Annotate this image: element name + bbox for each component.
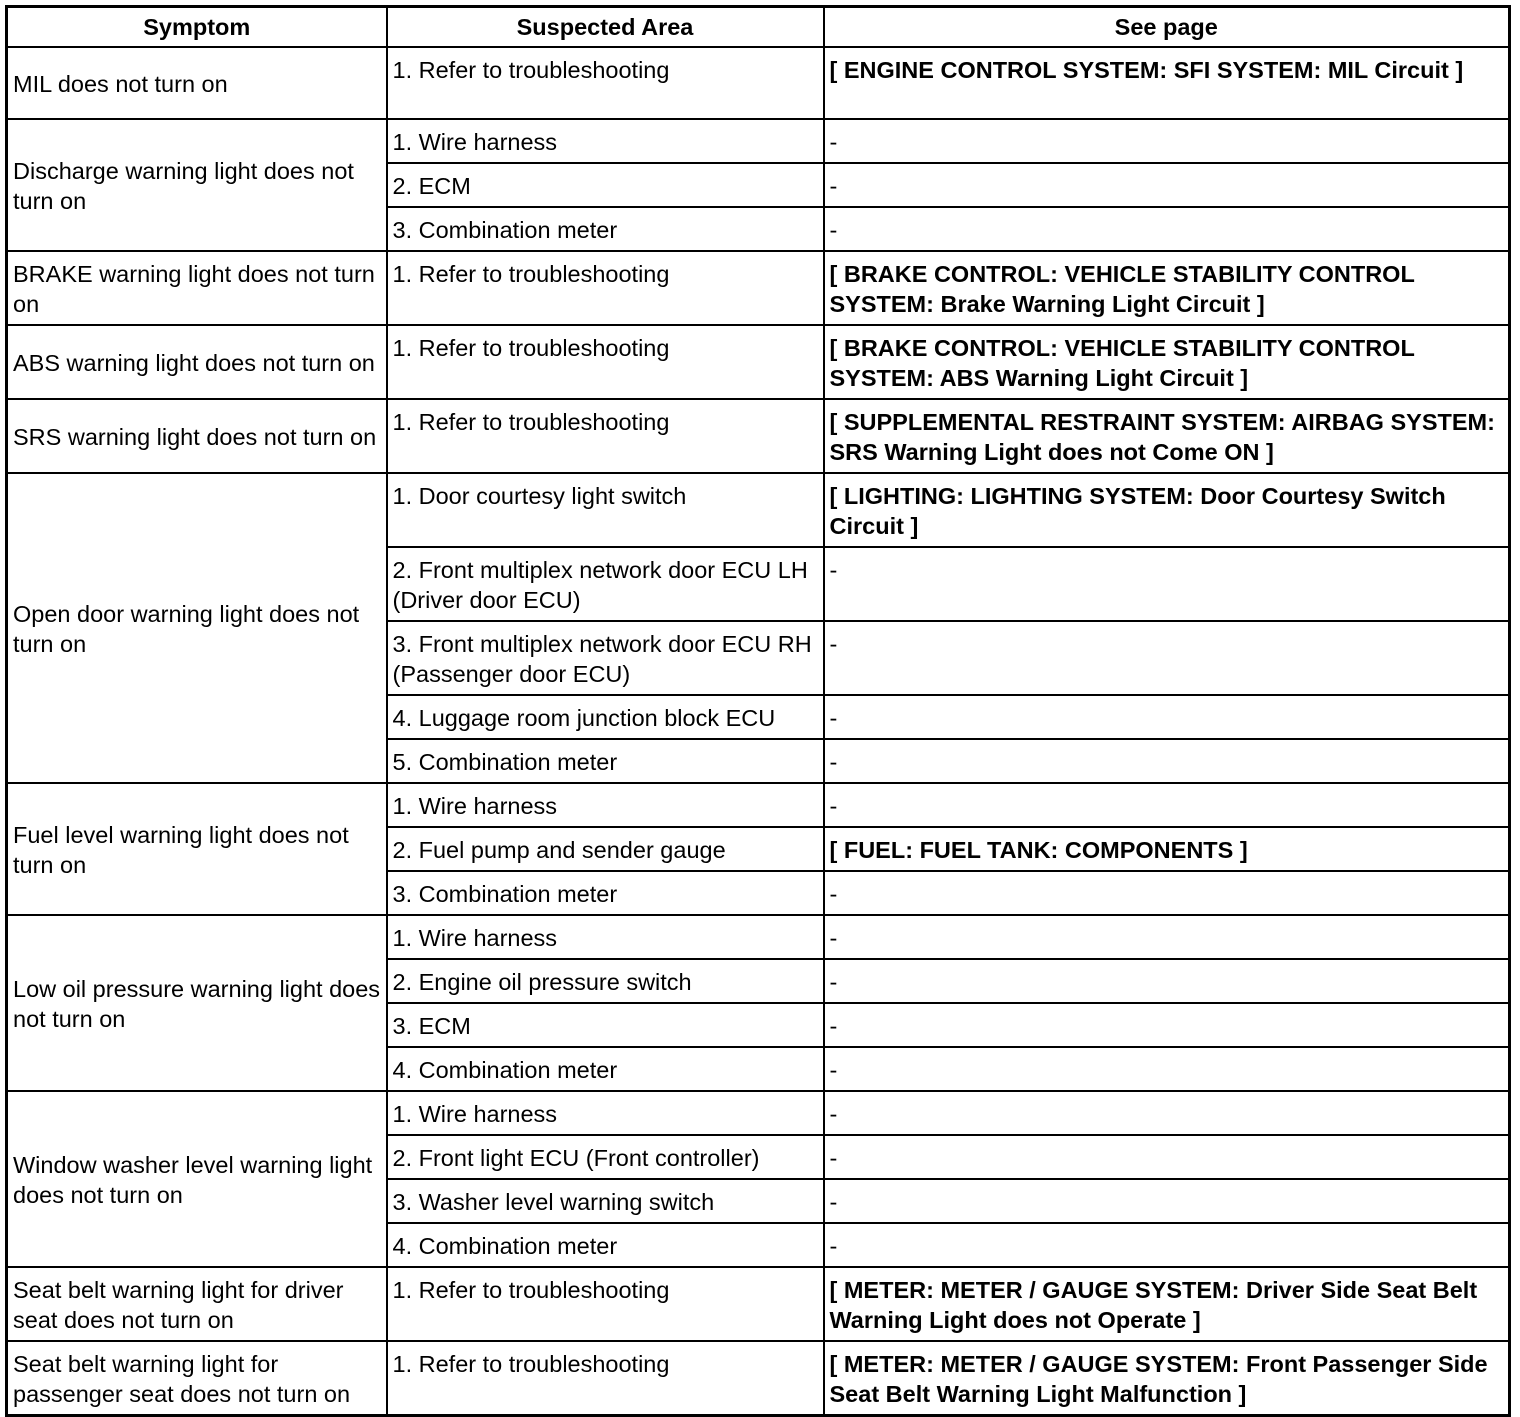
suspected-area-cell: 1. Refer to troubleshooting xyxy=(387,1267,824,1341)
table-row xyxy=(7,1267,1510,1341)
table-row xyxy=(7,399,1510,473)
suspected-area-cell: 1. Wire harness xyxy=(387,783,824,827)
suspected-area-cell: 2. Engine oil pressure switch xyxy=(387,959,824,1003)
see-page-cell: - xyxy=(824,783,1510,827)
see-page-cell: - xyxy=(824,1091,1510,1135)
table-row xyxy=(7,783,1510,827)
suspected-area-cell: 3. Combination meter xyxy=(387,871,824,915)
see-page-reference[interactable]: [ FUEL: FUEL TANK: COMPONENTS ] xyxy=(824,827,1510,871)
symptom-cell: SRS warning light does not turn on xyxy=(7,399,387,473)
suspected-area-cell: 4. Luggage room junction block ECU xyxy=(387,695,824,739)
header-row xyxy=(7,7,1510,48)
suspected-area-cell: 4. Combination meter xyxy=(387,1223,824,1267)
symptom-cell: Window washer level warning light does not turn on xyxy=(7,1091,387,1267)
suspected-area-cell: 3. Washer level warning switch xyxy=(387,1179,824,1223)
suspected-area-cell: 1. Wire harness xyxy=(387,119,824,163)
suspected-area-cell: 1. Refer to troubleshooting xyxy=(387,399,824,473)
symptom-cell: Discharge warning light does not turn on xyxy=(7,119,387,251)
see-page-cell: - xyxy=(824,739,1510,783)
header-suspected-area: Suspected Area xyxy=(387,7,824,48)
table-row xyxy=(7,251,1510,325)
table-row xyxy=(7,473,1510,547)
table-body xyxy=(7,47,1510,1416)
see-page-cell: - xyxy=(824,621,1510,695)
see-page-reference[interactable]: [ METER: METER / GAUGE SYSTEM: Front Passenger Side Seat Belt Warning Light Malfunction ] xyxy=(824,1341,1510,1416)
table-row xyxy=(7,325,1510,399)
see-page-reference[interactable]: [ BRAKE CONTROL: VEHICLE STABILITY CONTROL SYSTEM: ABS Warning Light Circuit ] xyxy=(824,325,1510,399)
symptom-cell: Low oil pressure warning light does not turn on xyxy=(7,915,387,1091)
suspected-area-cell: 1. Refer to troubleshooting xyxy=(387,47,824,119)
see-page-cell: - xyxy=(824,1223,1510,1267)
see-page-reference[interactable]: [ SUPPLEMENTAL RESTRAINT SYSTEM: AIRBAG SYSTEM: SRS Warning Light does not Come ON ] xyxy=(824,399,1510,473)
see-page-cell: - xyxy=(824,695,1510,739)
see-page-cell: - xyxy=(824,1179,1510,1223)
header-see-page: See page xyxy=(824,7,1510,48)
see-page-cell: - xyxy=(824,207,1510,251)
table-row xyxy=(7,47,1510,119)
symptom-cell: BRAKE warning light does not turn on xyxy=(7,251,387,325)
suspected-area-cell: 1. Refer to troubleshooting xyxy=(387,1341,824,1416)
symptom-cell: Seat belt warning light for driver seat does not turn on xyxy=(7,1267,387,1341)
suspected-area-cell: 3. Front multiplex network door ECU RH (Passenger door ECU) xyxy=(387,621,824,695)
suspected-area-cell: 3. ECM xyxy=(387,1003,824,1047)
see-page-cell: - xyxy=(824,915,1510,959)
suspected-area-cell: 1. Refer to troubleshooting xyxy=(387,325,824,399)
symptom-cell: ABS warning light does not turn on xyxy=(7,325,387,399)
header-symptom: Symptom xyxy=(7,7,387,48)
table-row xyxy=(7,1341,1510,1416)
see-page-cell: - xyxy=(824,163,1510,207)
symptom-cell: Seat belt warning light for passenger seat does not turn on xyxy=(7,1341,387,1416)
see-page-reference[interactable]: [ METER: METER / GAUGE SYSTEM: Driver Side Seat Belt Warning Light does not Operate ] xyxy=(824,1267,1510,1341)
see-page-cell: - xyxy=(824,1003,1510,1047)
see-page-cell: - xyxy=(824,871,1510,915)
suspected-area-cell: 2. Fuel pump and sender gauge xyxy=(387,827,824,871)
table-row xyxy=(7,1091,1510,1135)
suspected-area-cell: 1. Wire harness xyxy=(387,915,824,959)
symptom-cell: MIL does not turn on xyxy=(7,47,387,119)
suspected-area-cell: 4. Combination meter xyxy=(387,1047,824,1091)
see-page-cell: - xyxy=(824,1047,1510,1091)
suspected-area-cell: 3. Combination meter xyxy=(387,207,824,251)
suspected-area-cell: 1. Refer to troubleshooting xyxy=(387,251,824,325)
suspected-area-cell: 2. ECM xyxy=(387,163,824,207)
symptom-cell: Open door warning light does not turn on xyxy=(7,473,387,783)
table-row xyxy=(7,119,1510,163)
suspected-area-cell: 5. Combination meter xyxy=(387,739,824,783)
see-page-cell: - xyxy=(824,119,1510,163)
see-page-cell: - xyxy=(824,959,1510,1003)
problem-symptoms-table xyxy=(5,5,1511,1417)
symptom-cell: Fuel level warning light does not turn on xyxy=(7,783,387,915)
suspected-area-cell: 1. Wire harness xyxy=(387,1091,824,1135)
see-page-cell: - xyxy=(824,1135,1510,1179)
see-page-reference[interactable]: [ BRAKE CONTROL: VEHICLE STABILITY CONTROL SYSTEM: Brake Warning Light Circuit ] xyxy=(824,251,1510,325)
suspected-area-cell: 2. Front multiplex network door ECU LH (Driver door ECU) xyxy=(387,547,824,621)
see-page-reference[interactable]: [ ENGINE CONTROL SYSTEM: SFI SYSTEM: MIL Circuit ] xyxy=(824,47,1510,119)
suspected-area-cell: 1. Door courtesy light switch xyxy=(387,473,824,547)
see-page-reference[interactable]: [ LIGHTING: LIGHTING SYSTEM: Door Courtesy Switch Circuit ] xyxy=(824,473,1510,547)
suspected-area-cell: 2. Front light ECU (Front controller) xyxy=(387,1135,824,1179)
see-page-cell: - xyxy=(824,547,1510,621)
table-row xyxy=(7,915,1510,959)
